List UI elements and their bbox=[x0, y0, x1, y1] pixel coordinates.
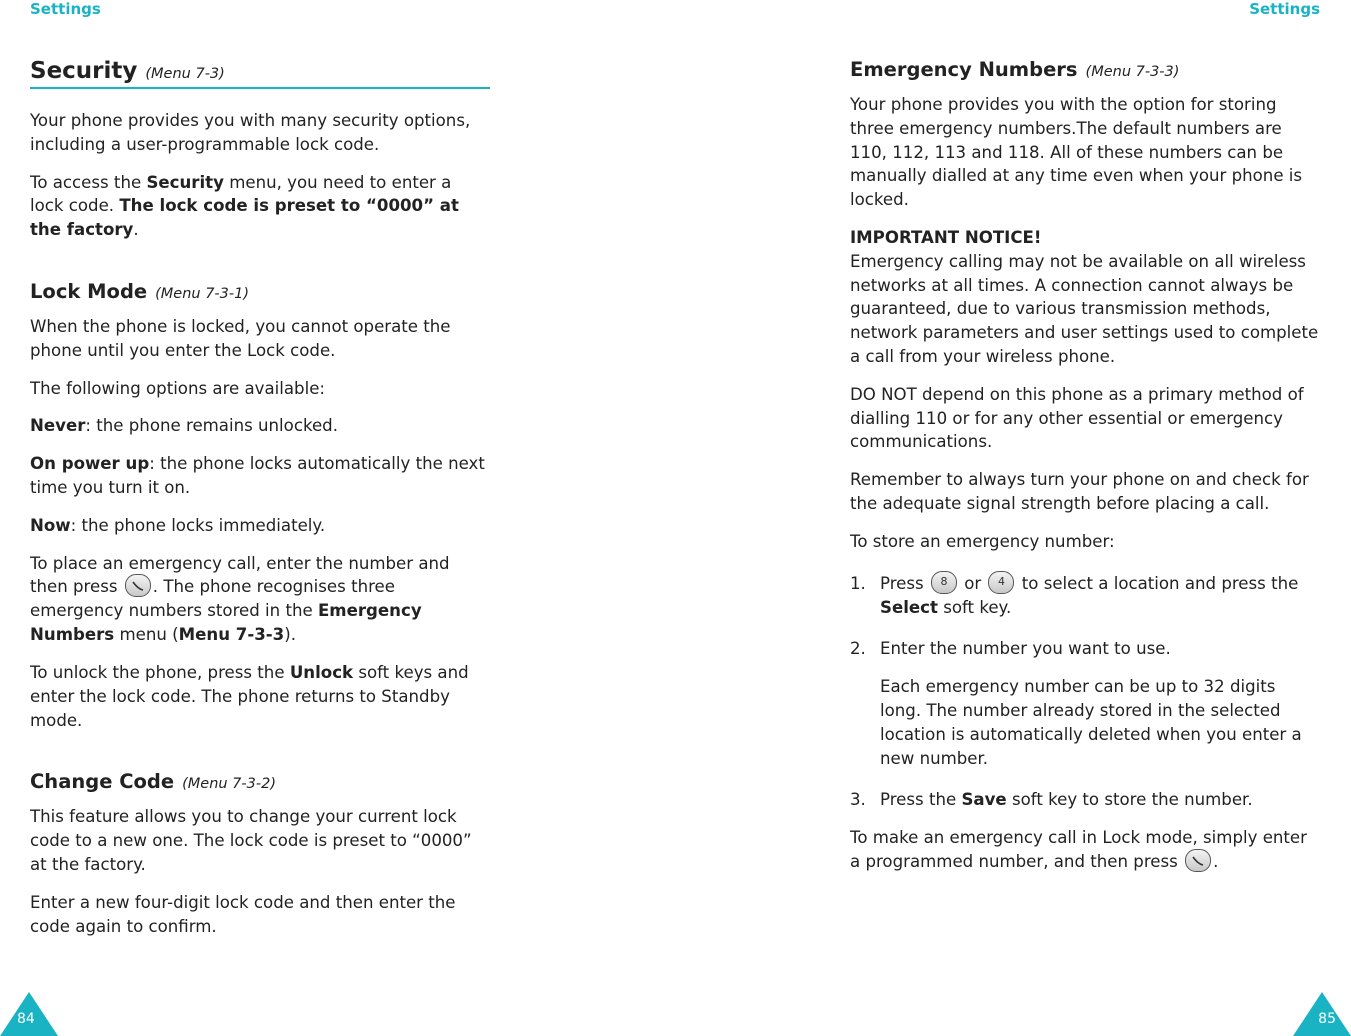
step-2: 2. Enter the number you want to use. bbox=[850, 639, 1171, 659]
security-heading bbox=[30, 58, 490, 89]
option-never: Never: the phone remains unlocked. bbox=[30, 416, 338, 436]
security-access-paragraph: To access the Security menu, you need to enter a lock code. The lock code is preset to “0000” at the factory. bbox=[30, 172, 459, 240]
security-intro: Your phone provides you with many security options, including a user-programmable lock code. bbox=[30, 111, 471, 154]
emergency-call-paragraph: To place an emergency call, enter the number and then press . The phone recognises three emergency numbers stored in the Emergency Numbers menu (Menu 7-3-3). bbox=[30, 553, 450, 645]
right-page-column bbox=[850, 58, 1320, 874]
emergency-numbers-heading bbox=[850, 58, 1320, 81]
emergency-numbers-title: Emergency Numbers bbox=[850, 58, 1078, 81]
navigation-down-key-icon: 8 bbox=[931, 571, 957, 594]
phone-send-key-icon bbox=[125, 574, 151, 597]
security-menu-ref: (Menu 7-3) bbox=[145, 66, 225, 82]
page-number-right: 85 bbox=[1318, 1011, 1336, 1027]
change-code-title: Change Code bbox=[30, 770, 175, 794]
important-notice bbox=[850, 226, 1320, 369]
lock-mode-options-intro: The following options are available: bbox=[30, 378, 326, 398]
step-3: 3. Press the Save soft key to store the number. bbox=[850, 790, 1253, 810]
running-head-right: Settings bbox=[1249, 0, 1320, 18]
change-code-instructions: Enter a new four-digit lock code and then enter the code again to confirm. bbox=[30, 892, 456, 936]
store-intro: To store an emergency number: bbox=[850, 531, 1115, 551]
option-now: Now: the phone locks immediately. bbox=[30, 515, 326, 535]
step-1: 1. Press 8 or 4 to select a location and press the Select soft key. bbox=[850, 572, 1320, 620]
change-code-heading bbox=[30, 770, 490, 793]
page-number-left: 84 bbox=[17, 1011, 35, 1027]
do-not-depend-paragraph: DO NOT depend on this phone as a primary method of dialling 110 or for any other essential or emergency communications. bbox=[850, 384, 1304, 452]
navigation-up-key-icon: 4 bbox=[988, 571, 1014, 594]
option-on-power-up: On power up: the phone locks automatically the next time you turn it on. bbox=[30, 454, 485, 497]
step-2-detail: Each emergency number can be up to 32 digits long. The number already stored in the selected location is automatically deleted when you enter a new number. bbox=[880, 677, 1302, 768]
emergency-intro: Your phone provides you with the option for storing three emergency numbers.The default numbers are 110, 112, 113 and 118. All of these numbers can be manually dialled at any time even when your phone is locked. bbox=[850, 95, 1303, 210]
lock-mode-title: Lock Mode bbox=[30, 279, 148, 303]
running-head-left: Settings bbox=[30, 0, 101, 18]
store-steps-list bbox=[850, 572, 1320, 813]
emergency-numbers-menu-ref: (Menu 7-3-3) bbox=[1085, 64, 1180, 80]
unlock-paragraph: To unlock the phone, press the Unlock soft keys and enter the lock code. The phone returns to Standby mode. bbox=[30, 662, 469, 730]
important-notice-label: IMPORTANT NOTICE! bbox=[850, 227, 1042, 247]
phone-send-key-icon bbox=[1185, 849, 1211, 872]
lock-mode-heading bbox=[30, 280, 490, 303]
lock-mode-menu-ref: (Menu 7-3-1) bbox=[155, 285, 249, 302]
lock-mode-emergency-call-paragraph: To make an emergency call in Lock mode, simply enter a programmed number, and then press . bbox=[850, 828, 1307, 871]
left-page-column bbox=[30, 58, 490, 938]
security-title: Security bbox=[30, 58, 138, 84]
important-notice-text: Emergency calling may not be available on all wireless networks at all times. A connection cannot always be guaranteed, due to various transmission methods, network parameters and user settings used to complete a call from your wireless phone. bbox=[850, 251, 1319, 366]
signal-reminder-paragraph: Remember to always turn your phone on and check for the adequate signal strength before placing a call. bbox=[850, 470, 1309, 513]
change-code-intro: This feature allows you to change your current lock code to a new one. The lock code is preset to “0000” at the factory. bbox=[30, 807, 472, 874]
lock-mode-intro: When the phone is locked, you cannot operate the phone until you enter the Lock code. bbox=[30, 316, 451, 360]
change-code-menu-ref: (Menu 7-3-2) bbox=[182, 776, 276, 793]
